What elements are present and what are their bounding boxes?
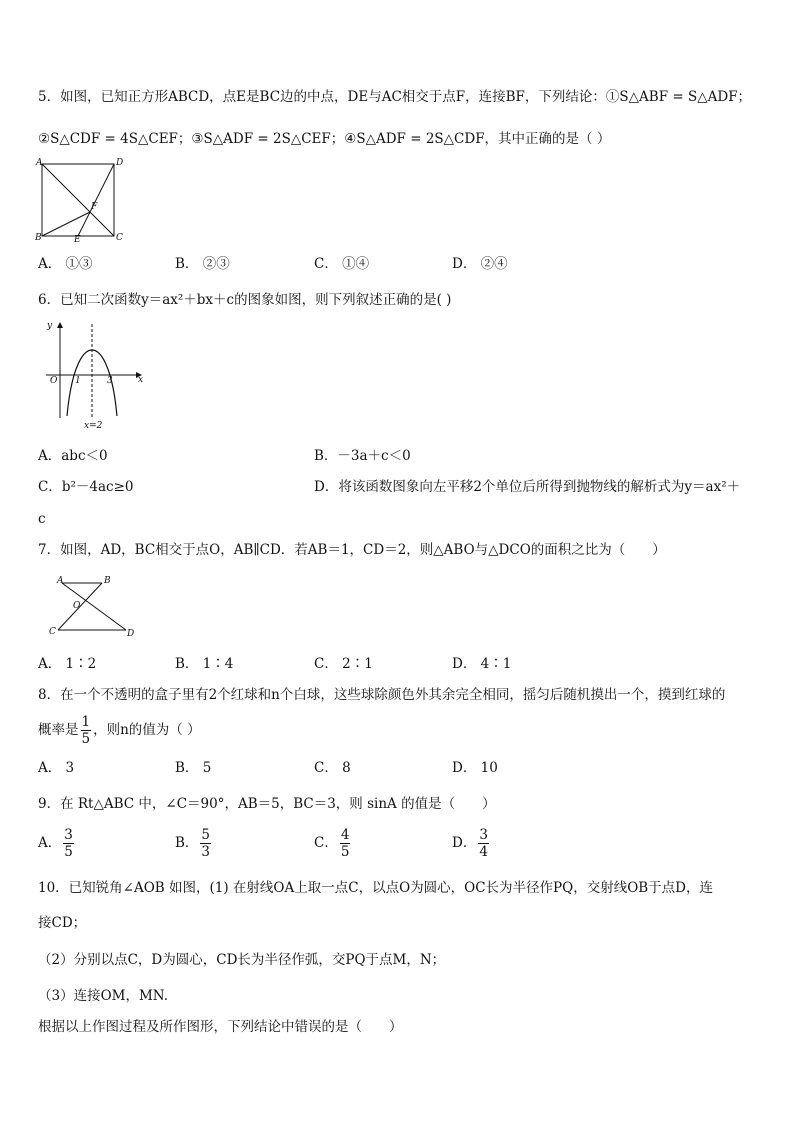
q8-option-a[interactable]: A． 3 [38,760,75,776]
q6-option-d[interactable]: D．将该函数图象向左平移2个单位后所得到抛物线的解析式为y＝ax²＋ [314,479,741,495]
q9-option-d-fraction [478,827,489,860]
q6-label-x: x [138,375,144,385]
q9-option-a-num: 3 [64,827,73,843]
q5-option-a[interactable]: A． ①③ [38,256,93,272]
q8-option-c[interactable]: C． 8 [314,760,351,776]
q6-option-d-cont: c [38,511,46,527]
q9-option-a-letter: A． [38,835,62,851]
q10-stem-line1: 10．已知锐角∠AOB 如图，(1) 在射线OA上取一点C，以点O为圆心，OC长为半径作PQ，交射线OB于点D，连 [38,880,714,896]
q9-option-c-letter: C． [314,835,338,851]
q5-label-e: E [74,235,81,242]
q8-line2-pre: 概率是 [38,722,79,738]
q9-option-b-letter: B． [175,835,199,851]
q9-option-c-fraction [340,827,351,860]
q9-option-d-letter: D． [452,835,477,851]
q9-option-d-den: 4 [479,844,488,860]
q5-label-b: B [35,233,42,242]
q7-option-c[interactable]: C． 2∶1 [314,656,373,672]
q5-label-d: D [116,158,124,168]
q9-option-c-num: 4 [340,827,350,843]
q7-label-d: D [127,629,135,639]
q10-step2: （2）分别以点C，D为圆心，CD长为半径作弧，交PQ于点M，N； [38,952,446,968]
q6-option-c[interactable]: C．b²－4ac≥0 [38,479,134,495]
q7-label-o: O [73,601,81,611]
q5-label-c: C [116,233,123,242]
q7-label-c: C [49,627,56,637]
q9-option-b-fraction [200,827,211,860]
q6-option-b[interactable]: B．－3a＋c＜0 [314,448,411,464]
q6-parabola-figure [40,318,150,430]
q9-option-b[interactable] [175,826,213,860]
q6-label-origin: O [50,376,58,386]
q9-option-a-fraction [63,827,74,860]
q9-option-c-den: 5 [340,844,350,860]
q8-frac-den: 5 [81,731,91,747]
q10-stem-line2: 接CD； [38,915,87,931]
q7-stem: 7．如图，AD，BC相交于点O，AB∥CD．若AB＝1，CD＝2，则△ABO与△DCO的面积之比为（ ） [38,542,666,558]
q6-label-three: 3 [107,376,113,386]
q10-question: 根据以上作图过程及所作图形，下列结论中错误的是（ ） [38,1019,403,1035]
q5-label-f: F [91,202,98,212]
q7-option-b[interactable]: B． 1∶4 [175,656,234,672]
q5-stem-line1: 5．如图，已知正方形ABCD，点E是BC边的中点，DE与AC相交于点F，连接BF，下列结论：①S△ABF = S△ADF； [38,89,752,105]
q8-line2-post: ，则n的值为（ ） [93,722,201,738]
q5-option-c[interactable]: C． ①④ [314,256,370,272]
q5-option-d[interactable]: D． ②④ [452,256,508,272]
q9-option-d-num: 3 [479,827,488,843]
q8-frac-num: 1 [81,714,91,730]
q7-label-a: A [57,576,64,586]
q8-fraction [81,714,92,747]
q7-option-d[interactable]: D． 4∶1 [452,656,512,672]
q9-option-b-num: 5 [201,827,211,843]
q10-step3: （3）连接OM，MN. [38,988,169,1004]
q7-label-b: B [104,576,111,586]
q9-option-a-den: 5 [64,844,73,860]
q7-triangles-figure [44,570,144,640]
q9-stem: 9．在 Rt△ABC 中，∠C＝90°，AB＝5，BC＝3，则 sinA 的值是（ ） [38,796,496,812]
q8-stem-line1: 8．在一个不透明的盒子里有2个红球和n个白球，这些球除颜色外其余完全相同，摇匀后随机摸出一个，摸到红球的 [38,687,726,703]
q9-option-c[interactable] [314,826,352,860]
q9-option-d[interactable] [452,826,491,860]
q6-label-axis: x=2 [84,421,103,430]
q9-option-a[interactable] [38,826,76,860]
q9-option-b-den: 3 [201,844,211,860]
q5-option-b[interactable]: B． ②③ [175,256,230,272]
q7-option-a[interactable]: A． 1∶2 [38,656,97,672]
q6-stem: 6．已知二次函数y＝ax²＋bx＋c的图象如图，则下列叙述正确的是( ) [38,292,452,308]
q5-stem-line2: ②S△CDF = 4S△CEF；③S△ADF = 2S△CEF；④S△ADF = 2S△CDF，其中正确的是（ ） [38,131,611,147]
q6-label-one: 1 [75,376,81,386]
q6-label-y: y [47,321,53,331]
q8-option-b[interactable]: B． 5 [175,760,212,776]
q8-stem-line2 [38,713,201,747]
q5-label-a: A [36,158,43,168]
q8-option-d[interactable]: D． 10 [452,760,498,776]
q6-option-a[interactable]: A．abc＜0 [38,448,108,464]
q5-square-figure [34,156,124,242]
